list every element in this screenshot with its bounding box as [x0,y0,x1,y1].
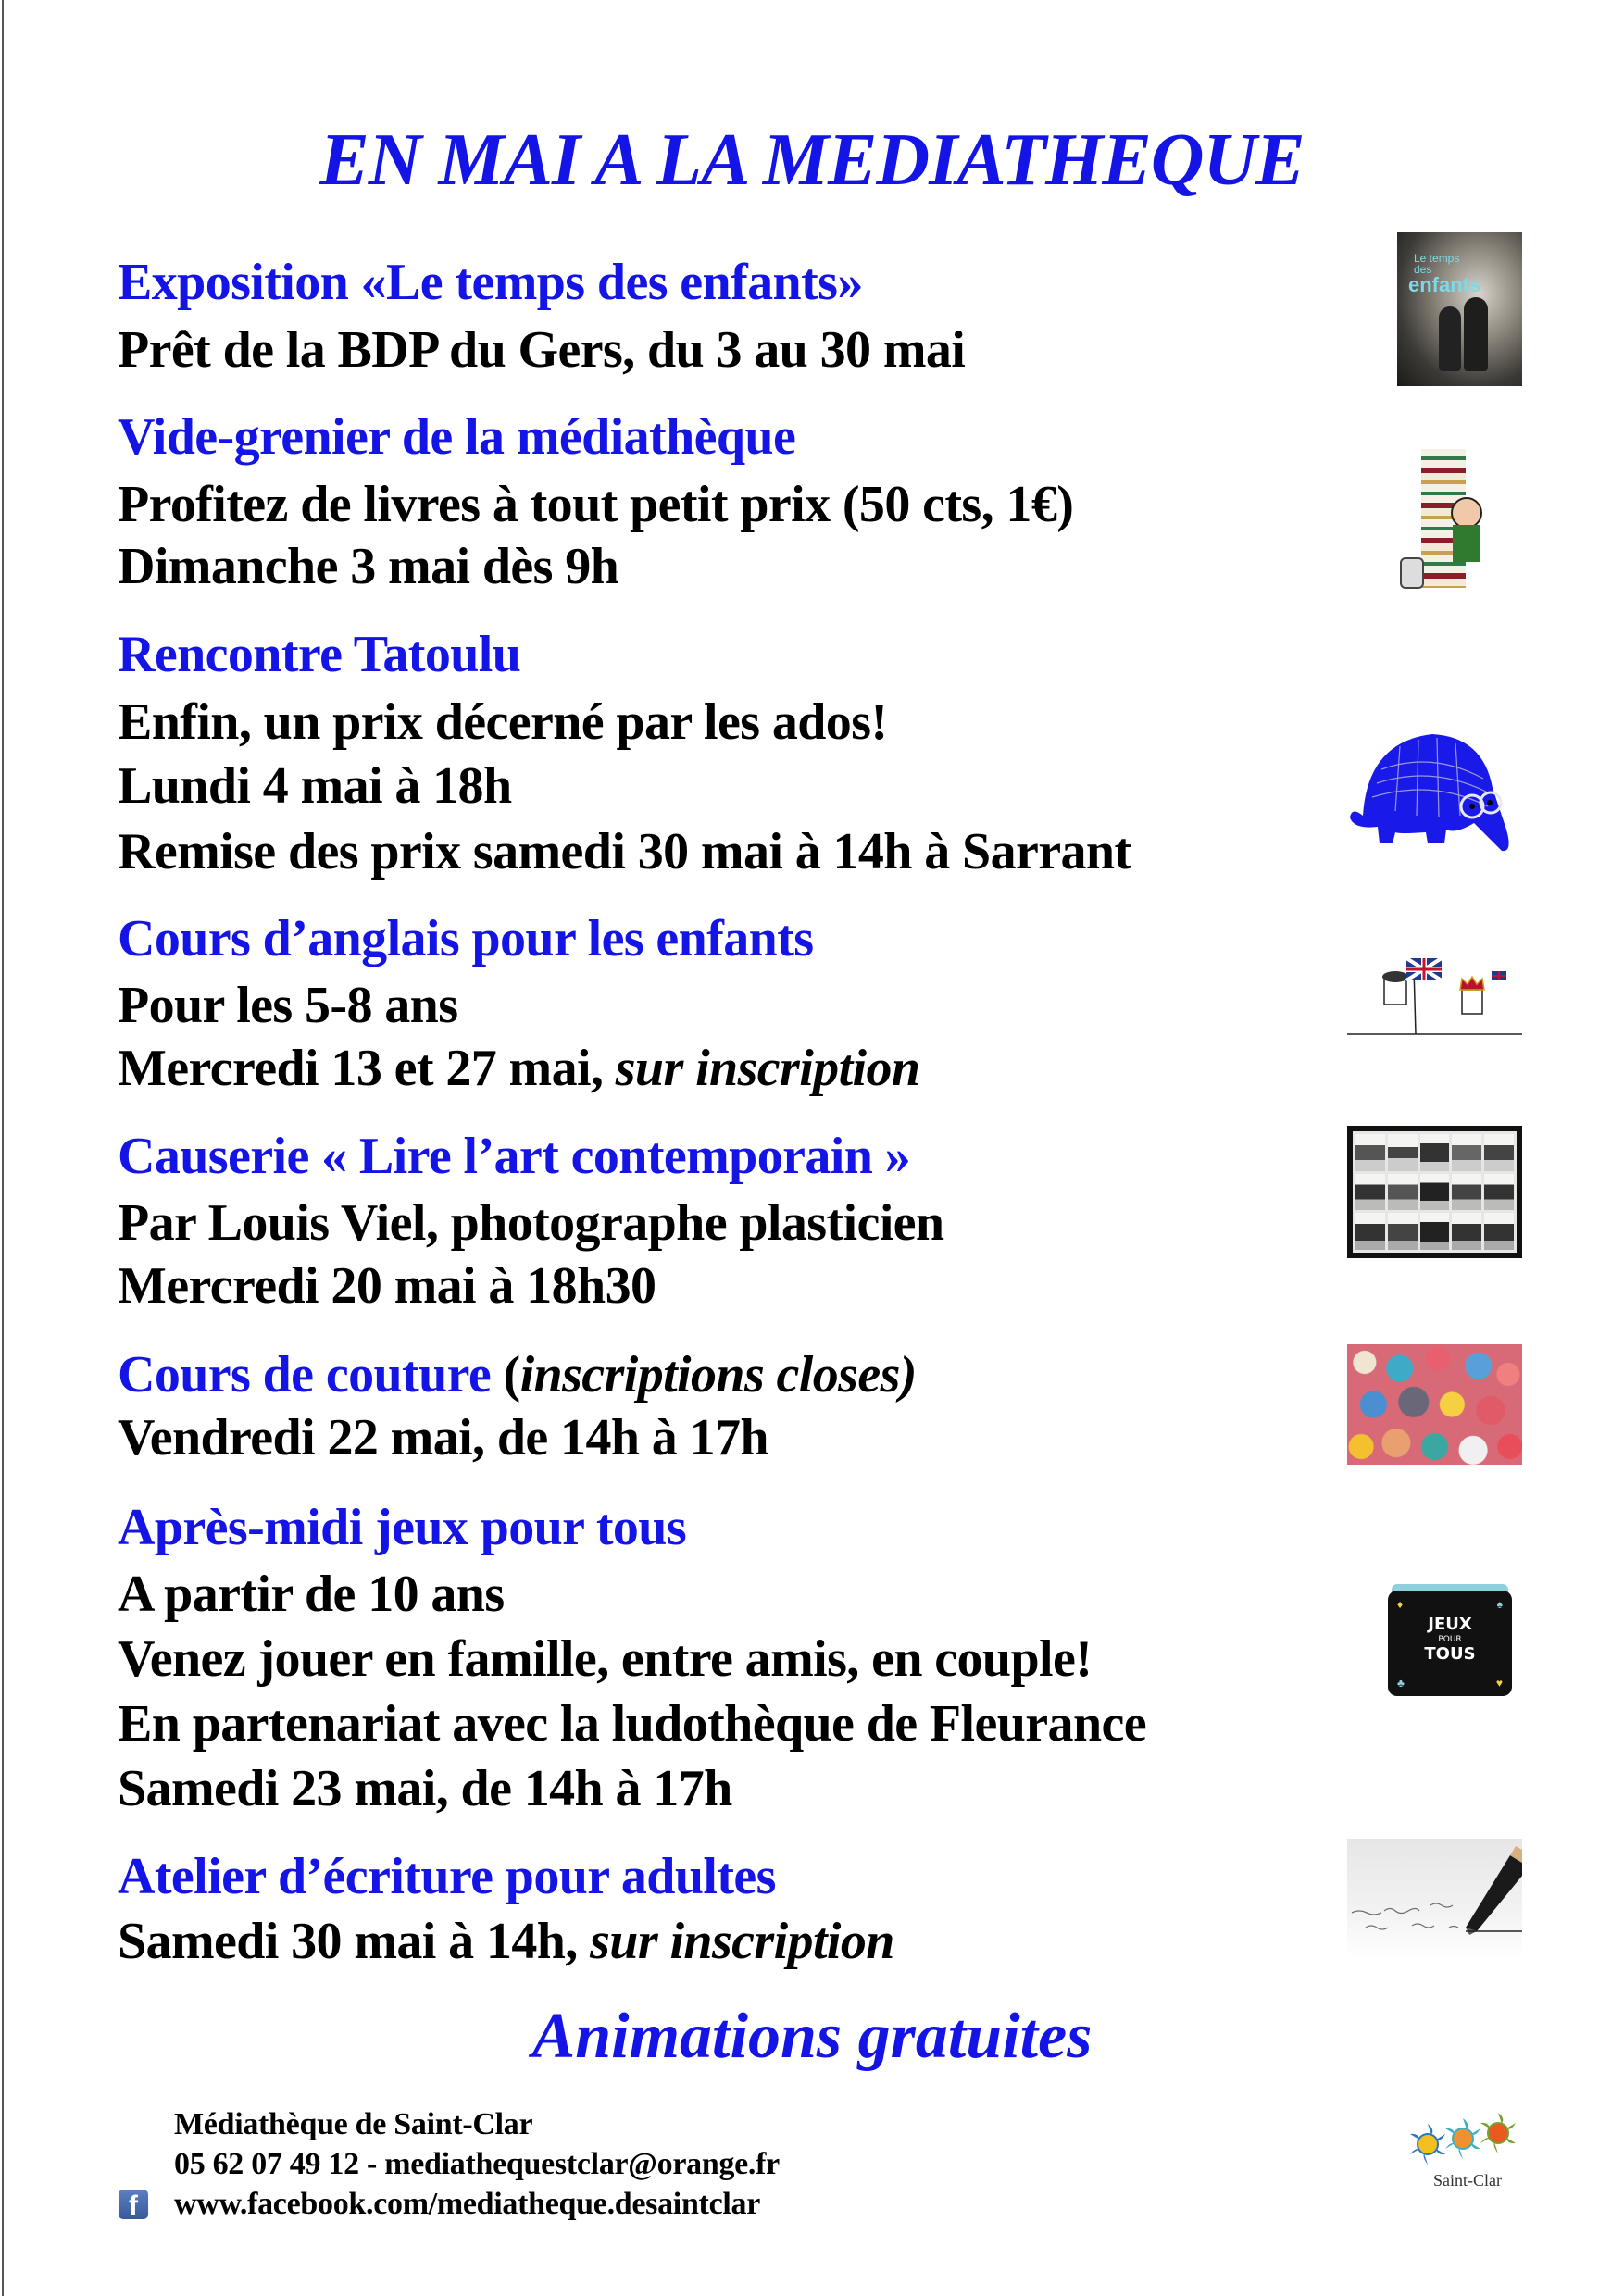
fountain-pen-icon [1347,1839,1522,1958]
event-detail-mixed [118,1036,919,1101]
box-title-1: JEUX [1428,1615,1472,1634]
event-heading-ecriture: Atelier d’écriture pour adultes [118,1848,776,1905]
paren-open: ( [491,1346,520,1404]
club-icon: ♣ [1397,1677,1405,1690]
armadillo-image [1344,714,1517,861]
event-heading-exposition: Exposition «Le temps des enfants» [118,254,863,311]
buttons-image [1347,1344,1522,1465]
event-detail: Lundi 4 mai à 18h [118,757,512,815]
facebook-link[interactable]: www.facebook.com/mediatheque.desaintclar [174,2187,761,2221]
event-heading-jeux: Après-midi jeux pour tous [118,1499,687,1556]
gaston-books-image [1395,442,1502,596]
registration-note: sur inscription [590,1913,894,1970]
contact-info[interactable]: 05 62 07 49 12 - mediathequestclar@orange.fr [174,2147,780,2181]
date-text: Samedi 30 mai à 14h, [118,1913,591,1970]
event-heading-tatoulu: Rencontre Tatoulu [118,626,521,683]
armadillo-icon [1344,714,1517,861]
page-title: EN MAI A LA MEDIATHEQUE [319,119,1305,201]
character-sweater [1453,525,1480,562]
event-detail: En partenariat avec la ludothèque de Fleurance [118,1695,1146,1753]
event-detail: Dimanche 3 mai dès 9h [118,538,619,595]
cover-title: enfants [1408,273,1481,296]
date-text: Mercredi 13 et 27 mai, [118,1040,616,1097]
event-detail: Remise des prix samedi 30 mai à 14h à Sarrant [118,823,1131,880]
child-silhouette [1439,306,1461,371]
child-silhouette [1464,297,1488,371]
event-heading-causerie: Causerie « Lire l’art contemporain » [118,1128,911,1185]
event-detail: Prêt de la BDP du Gers, du 3 au 30 mai [118,321,966,379]
english-class-image [1347,949,1522,1042]
writing-pen-image [1347,1839,1522,1958]
closed-note: inscriptions closes) [519,1346,917,1404]
box-title-2: POUR [1438,1635,1462,1644]
event-detail: A partir de 10 ans [118,1566,505,1623]
character-foot [1400,557,1424,589]
box-title-3: TOUS [1424,1644,1476,1664]
event-detail-mixed [118,1909,894,1974]
contemporary-art-image [1347,1126,1522,1258]
character-head [1451,497,1482,529]
event-heading-couture [118,1342,917,1407]
event-detail: Mercredi 20 mai à 18h30 [118,1257,656,1315]
heart-icon: ♥ [1495,1677,1503,1690]
library-name: Médiathèque de Saint-Clar [174,2107,533,2141]
event-detail: Par Louis Viel, photographe plasticien [118,1194,944,1252]
event-detail: Enfin, un prix décerné par les ados! [118,693,888,751]
tagline: Animations gratuites [531,2001,1093,2072]
diamond-icon: ♦ [1397,1598,1404,1611]
event-detail: Pour les 5-8 ans [118,977,458,1034]
photo-grid [1353,1131,1517,1253]
logo-text: Saint-Clar [1433,2171,1502,2190]
event-detail: Profitez de livres à tout petit prix (50 cts, 1€) [118,476,1074,533]
book-cover-image [1397,232,1522,386]
event-detail: Vendredi 22 mai, de 14h à 17h [118,1409,768,1466]
game-box [1388,1591,1512,1696]
registration-note: sur inscription [615,1040,920,1097]
heading-text: Cours de couture [118,1346,492,1404]
cover-small-title: Le temps des [1414,252,1460,276]
union-jack-characters-icon [1347,949,1522,1042]
event-heading-anglais: Cours d’anglais pour les enfants [118,910,814,967]
facebook-icon[interactable]: f [119,2190,148,2219]
event-heading-vide-grenier: Vide-grenier de la médiathèque [118,408,796,466]
page-border [2,0,4,2296]
event-detail: Venez jouer en famille, entre amis, en couple! [118,1630,1093,1688]
event-detail: Samedi 23 mai, de 14h à 17h [118,1760,732,1817]
jeux-pour-tous-image [1388,1584,1512,1696]
three-suns-icon [1407,2113,1522,2168]
spade-icon: ♠ [1496,1598,1503,1611]
saint-clar-logo [1407,2113,1522,2168]
